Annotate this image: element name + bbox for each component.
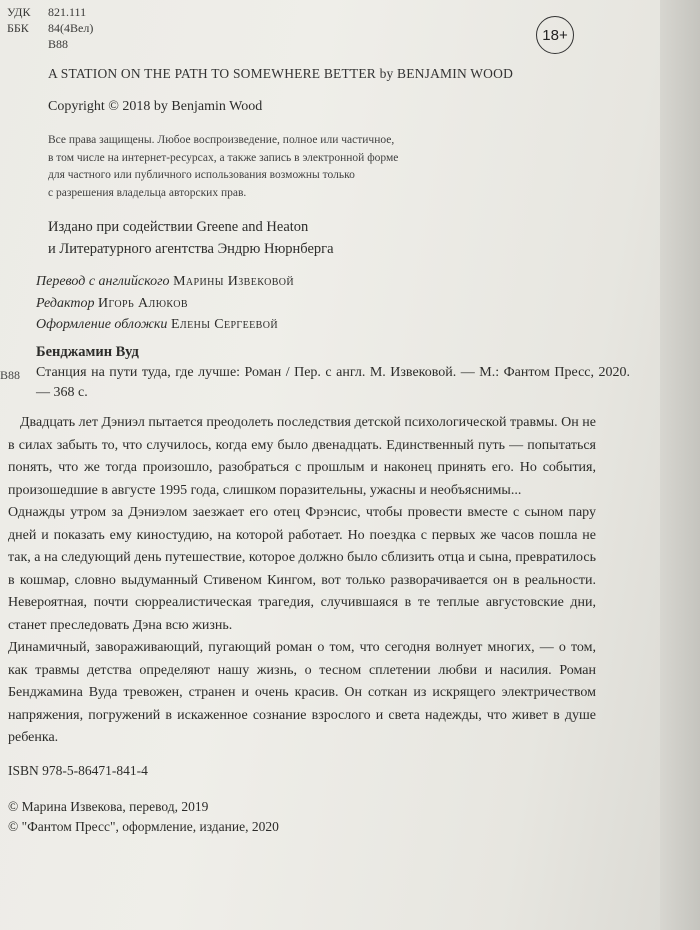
credit-person: Игорь Алюков bbox=[97, 295, 188, 311]
age-rating-badge: 18+ bbox=[536, 16, 574, 54]
rights-line: в том числе на интернет-ресурсах, а также запись в электронной форме bbox=[48, 151, 399, 164]
credit-role: Редактор bbox=[36, 295, 95, 311]
bbk-label: ББК bbox=[7, 21, 29, 35]
udk-value: 821.111 bbox=[48, 5, 87, 19]
copyright-block bbox=[8, 797, 279, 837]
credits bbox=[36, 271, 294, 336]
annotation-paragraph: Двадцать лет Дэниэл пытается преодолеть последствия детской психологической травмы. Он не в силах забыть то, что случилось, когда ему было двенадцать. Единственный путь — попытаться понять, что же тогда произошло, разобраться с прошлым и наконец принять его. Но события, произошедшие в августе 1995 года, слишком поразительны, ужасны и необъяснимы... bbox=[8, 415, 596, 498]
rights-line: Все права защищены. Любое воспроизведение, полное или частичное, bbox=[48, 134, 395, 146]
classification-values bbox=[48, 4, 93, 52]
author-heading: Бенджамин Вуд bbox=[36, 344, 139, 360]
annotation bbox=[8, 412, 596, 750]
publication-support bbox=[48, 216, 334, 260]
bibliographic-citation: Станция на пути туда, где лучше: Роман / Пер. с англ. М. Извековой. — М.: Фантом Пресс, 2020. — 368 с. bbox=[36, 365, 630, 400]
udk-label: УДК bbox=[7, 5, 31, 19]
author-mark: В88 bbox=[48, 37, 69, 51]
copyright-line: © Марина Извекова, перевод, 2019 bbox=[8, 799, 209, 814]
credit-role: Перевод с английского bbox=[36, 274, 170, 289]
credit-editor bbox=[36, 293, 294, 315]
annotation-paragraph: Динамичный, завораживающий, пугающий роман о том, что сегодня волнует многих, — о том, как травмы детства определяют нашу жизнь, о тесном сплетении любви и насилия. Роман Бенджамина Вуда тревожен, странен и очень красив. Он соткан из искрящего электричеством напряжения, погружений в искаженное сознание взрослого и света надежды, что живет в душе ребенка. bbox=[8, 640, 596, 745]
rights-line: с разрешения владельца авторских прав. bbox=[48, 186, 247, 199]
rights-line: для частного или публичного использования возможны только bbox=[48, 169, 355, 181]
support-line: и Литературного агентства Эндрю Нюрнберга bbox=[48, 241, 334, 257]
page-edge bbox=[660, 0, 700, 930]
copyright-line: © "Фантом Пресс", оформление, издание, 2020 bbox=[8, 819, 279, 834]
credit-role: Оформление обложки bbox=[36, 317, 168, 332]
credit-translator bbox=[36, 271, 294, 293]
credit-cover-design bbox=[36, 314, 294, 336]
credit-person: Елены Сергеевой bbox=[170, 317, 278, 332]
bbk-value: 84(4Вел) bbox=[48, 21, 94, 35]
rights-notice bbox=[48, 132, 398, 202]
annotation-paragraph: Однажды утром за Дэниэлом заезжает его отец Фрэнсис, чтобы провести вместе с сыном пару дней и показать ему киностудию, на которой работает. Но поездка с первых же часов пошла не так, а на следующий день путешествие, которое должно было сблизить отца и сына, превратилось в кошмар, словно выдуманный Стивеном Кингом, вот только разворачивается он в реальности. Невероятная, почти сюрреалистическая трагедия, случившаяся в те теплые августовские дни, станет преследовать Дэна всю жизнь. bbox=[8, 505, 596, 633]
support-line: Издано при содействии Greene and Heaton bbox=[48, 219, 309, 235]
classification-labels bbox=[7, 4, 30, 36]
credit-person: Марины Извековой bbox=[173, 274, 295, 289]
original-copyright: Copyright © 2018 by Benjamin Wood bbox=[48, 99, 263, 114]
original-title: A STATION ON THE PATH TO SOMEWHERE BETTER by BENJAMIN WOOD bbox=[48, 66, 514, 81]
isbn: ISBN 978-5-86471-841-4 bbox=[8, 763, 148, 778]
margin-author-code: В88 bbox=[0, 368, 21, 382]
